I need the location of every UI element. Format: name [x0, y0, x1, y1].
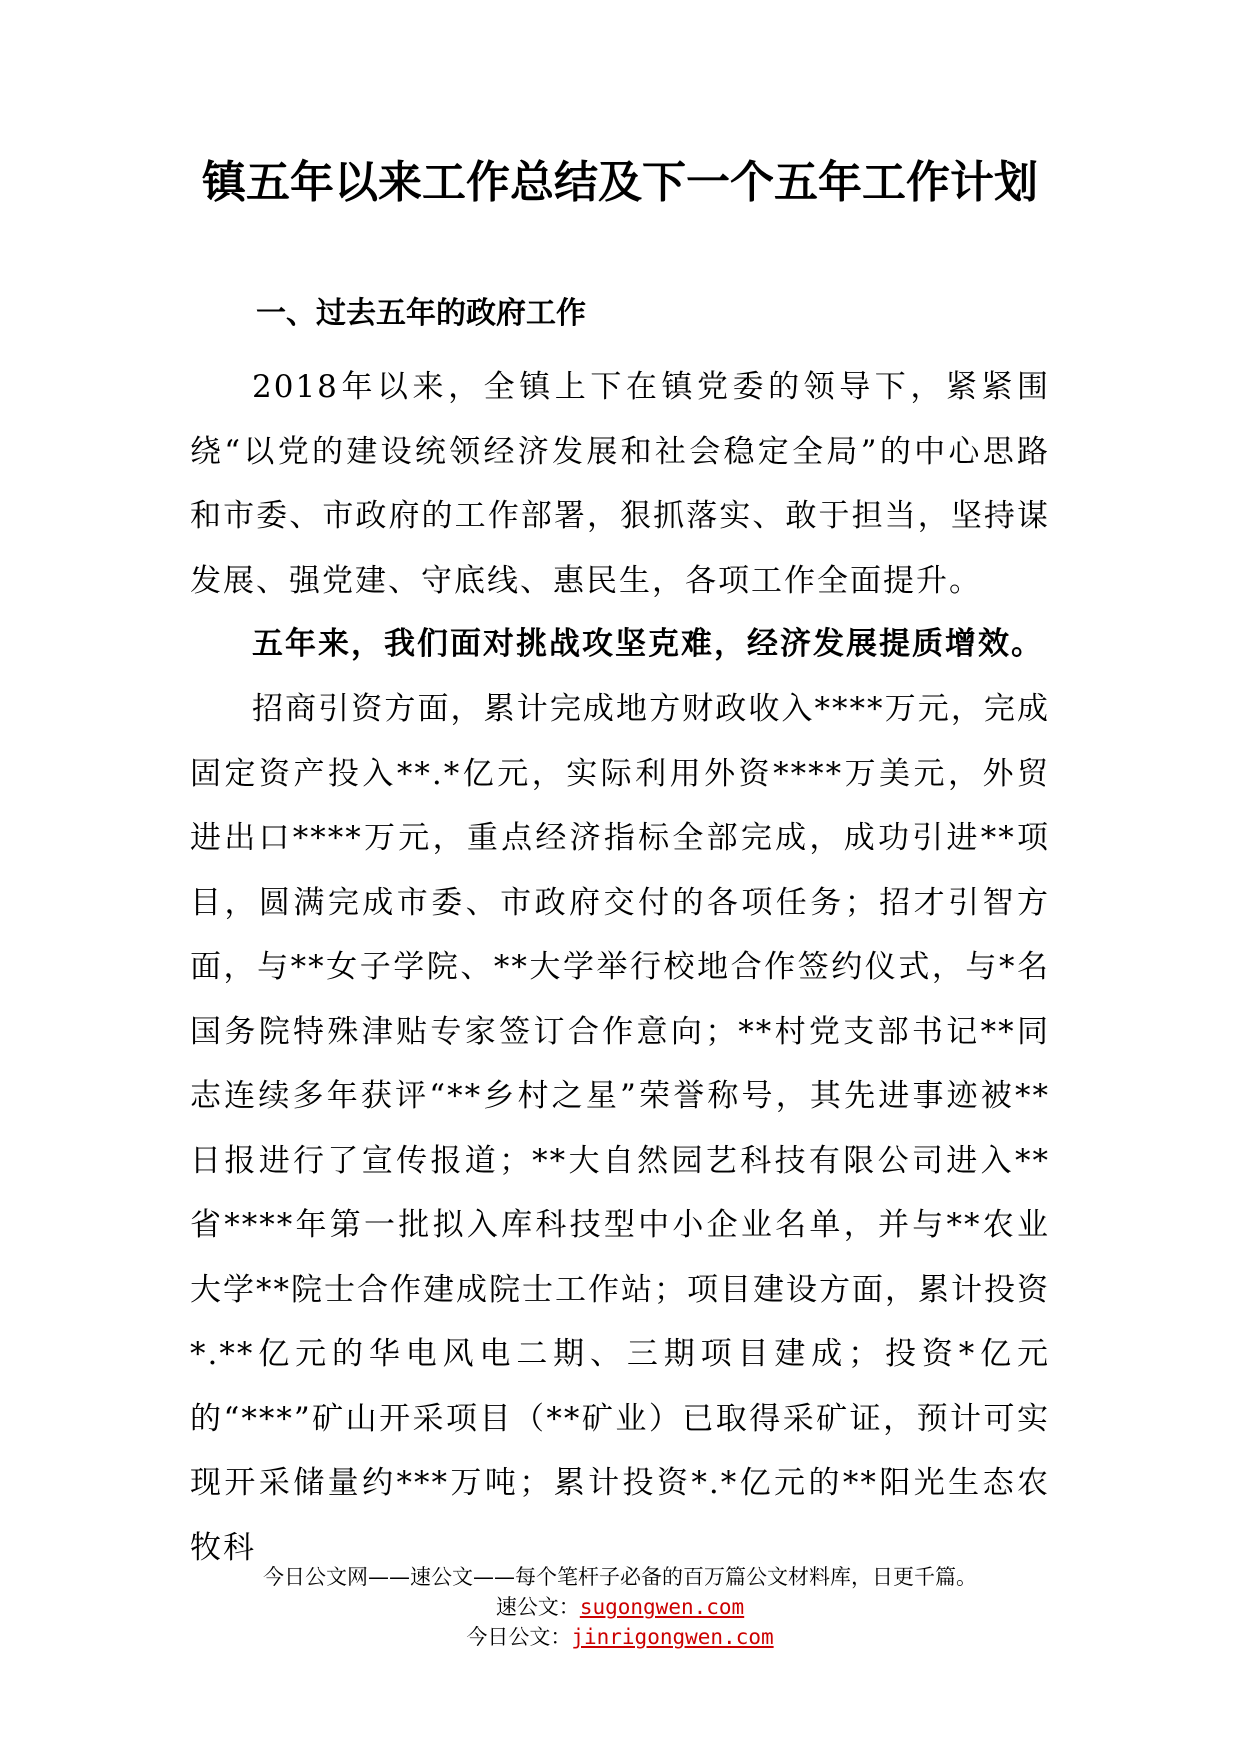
- paragraph-investment: 招商引资方面，累计完成地方财政收入****万元，完成固定资产投入**.*亿元，实际利用外资****万美元，外贸进出口****万元，重点经济指标全部完成，成功引进**项目，圆满完成市委、市政府交付的各项任务；招才引智方面，与**女子学院、**大学举行校地合作签约仪式，与*名国务院特殊津贴专家签订合作意向；**村党支部书记**同志连续多年获评“**乡村之星”荣誉称号，其先进事迹被**日报进行了宣传报道；**大自然园艺科技有限公司进入**省****年第一批拟入库科技型中小企业名单，并与**农业大学**院士合作建成院士工作站；项目建设方面，累计投资*.**亿元的华电风电二期、三期项目建成；投资*亿元的“***”矿山开采项目（**矿业）已取得采矿证，预计可实现开采储量约***万吨；累计投资*.*亿元的**阳光生态农牧科: [190, 691, 1050, 1566]
- paragraph-intro: 2018年以来，全镇上下在镇党委的领导下，紧紧围绕“以党的建设统领经济发展和社会稳定全局”的中心思路和市委、市政府的工作部署，狠抓落实、敢于担当，坚持谋发展、强党建、守底线、惠民生，各项工作全面提升。: [190, 369, 1050, 599]
- footer-site-1-label: 速公文：: [495, 1595, 580, 1619]
- footer-site-2: [0, 1622, 1240, 1652]
- footer-site-1: [0, 1592, 1240, 1622]
- footer-link-sugongwen[interactable]: sugongwen.com: [579, 1595, 745, 1619]
- paragraph-economy-summary: 五年来，我们面对挑战攻坚克难，经济发展提质增效。: [252, 626, 1044, 662]
- section-heading: 一、过去五年的政府工作: [256, 296, 586, 331]
- footer-slogan: 今日公文网——速公文——每个笔杆子必备的百万篇公文材料库，日更千篇。: [263, 1565, 977, 1589]
- footer-link-jinrigongwen[interactable]: jinrigongwen.com: [571, 1625, 774, 1649]
- footer-site-2-label: 今日公文：: [466, 1625, 572, 1649]
- page-footer: [0, 1562, 1240, 1652]
- document-title: 镇五年以来工作总结及下一个五年工作计划: [202, 157, 1038, 208]
